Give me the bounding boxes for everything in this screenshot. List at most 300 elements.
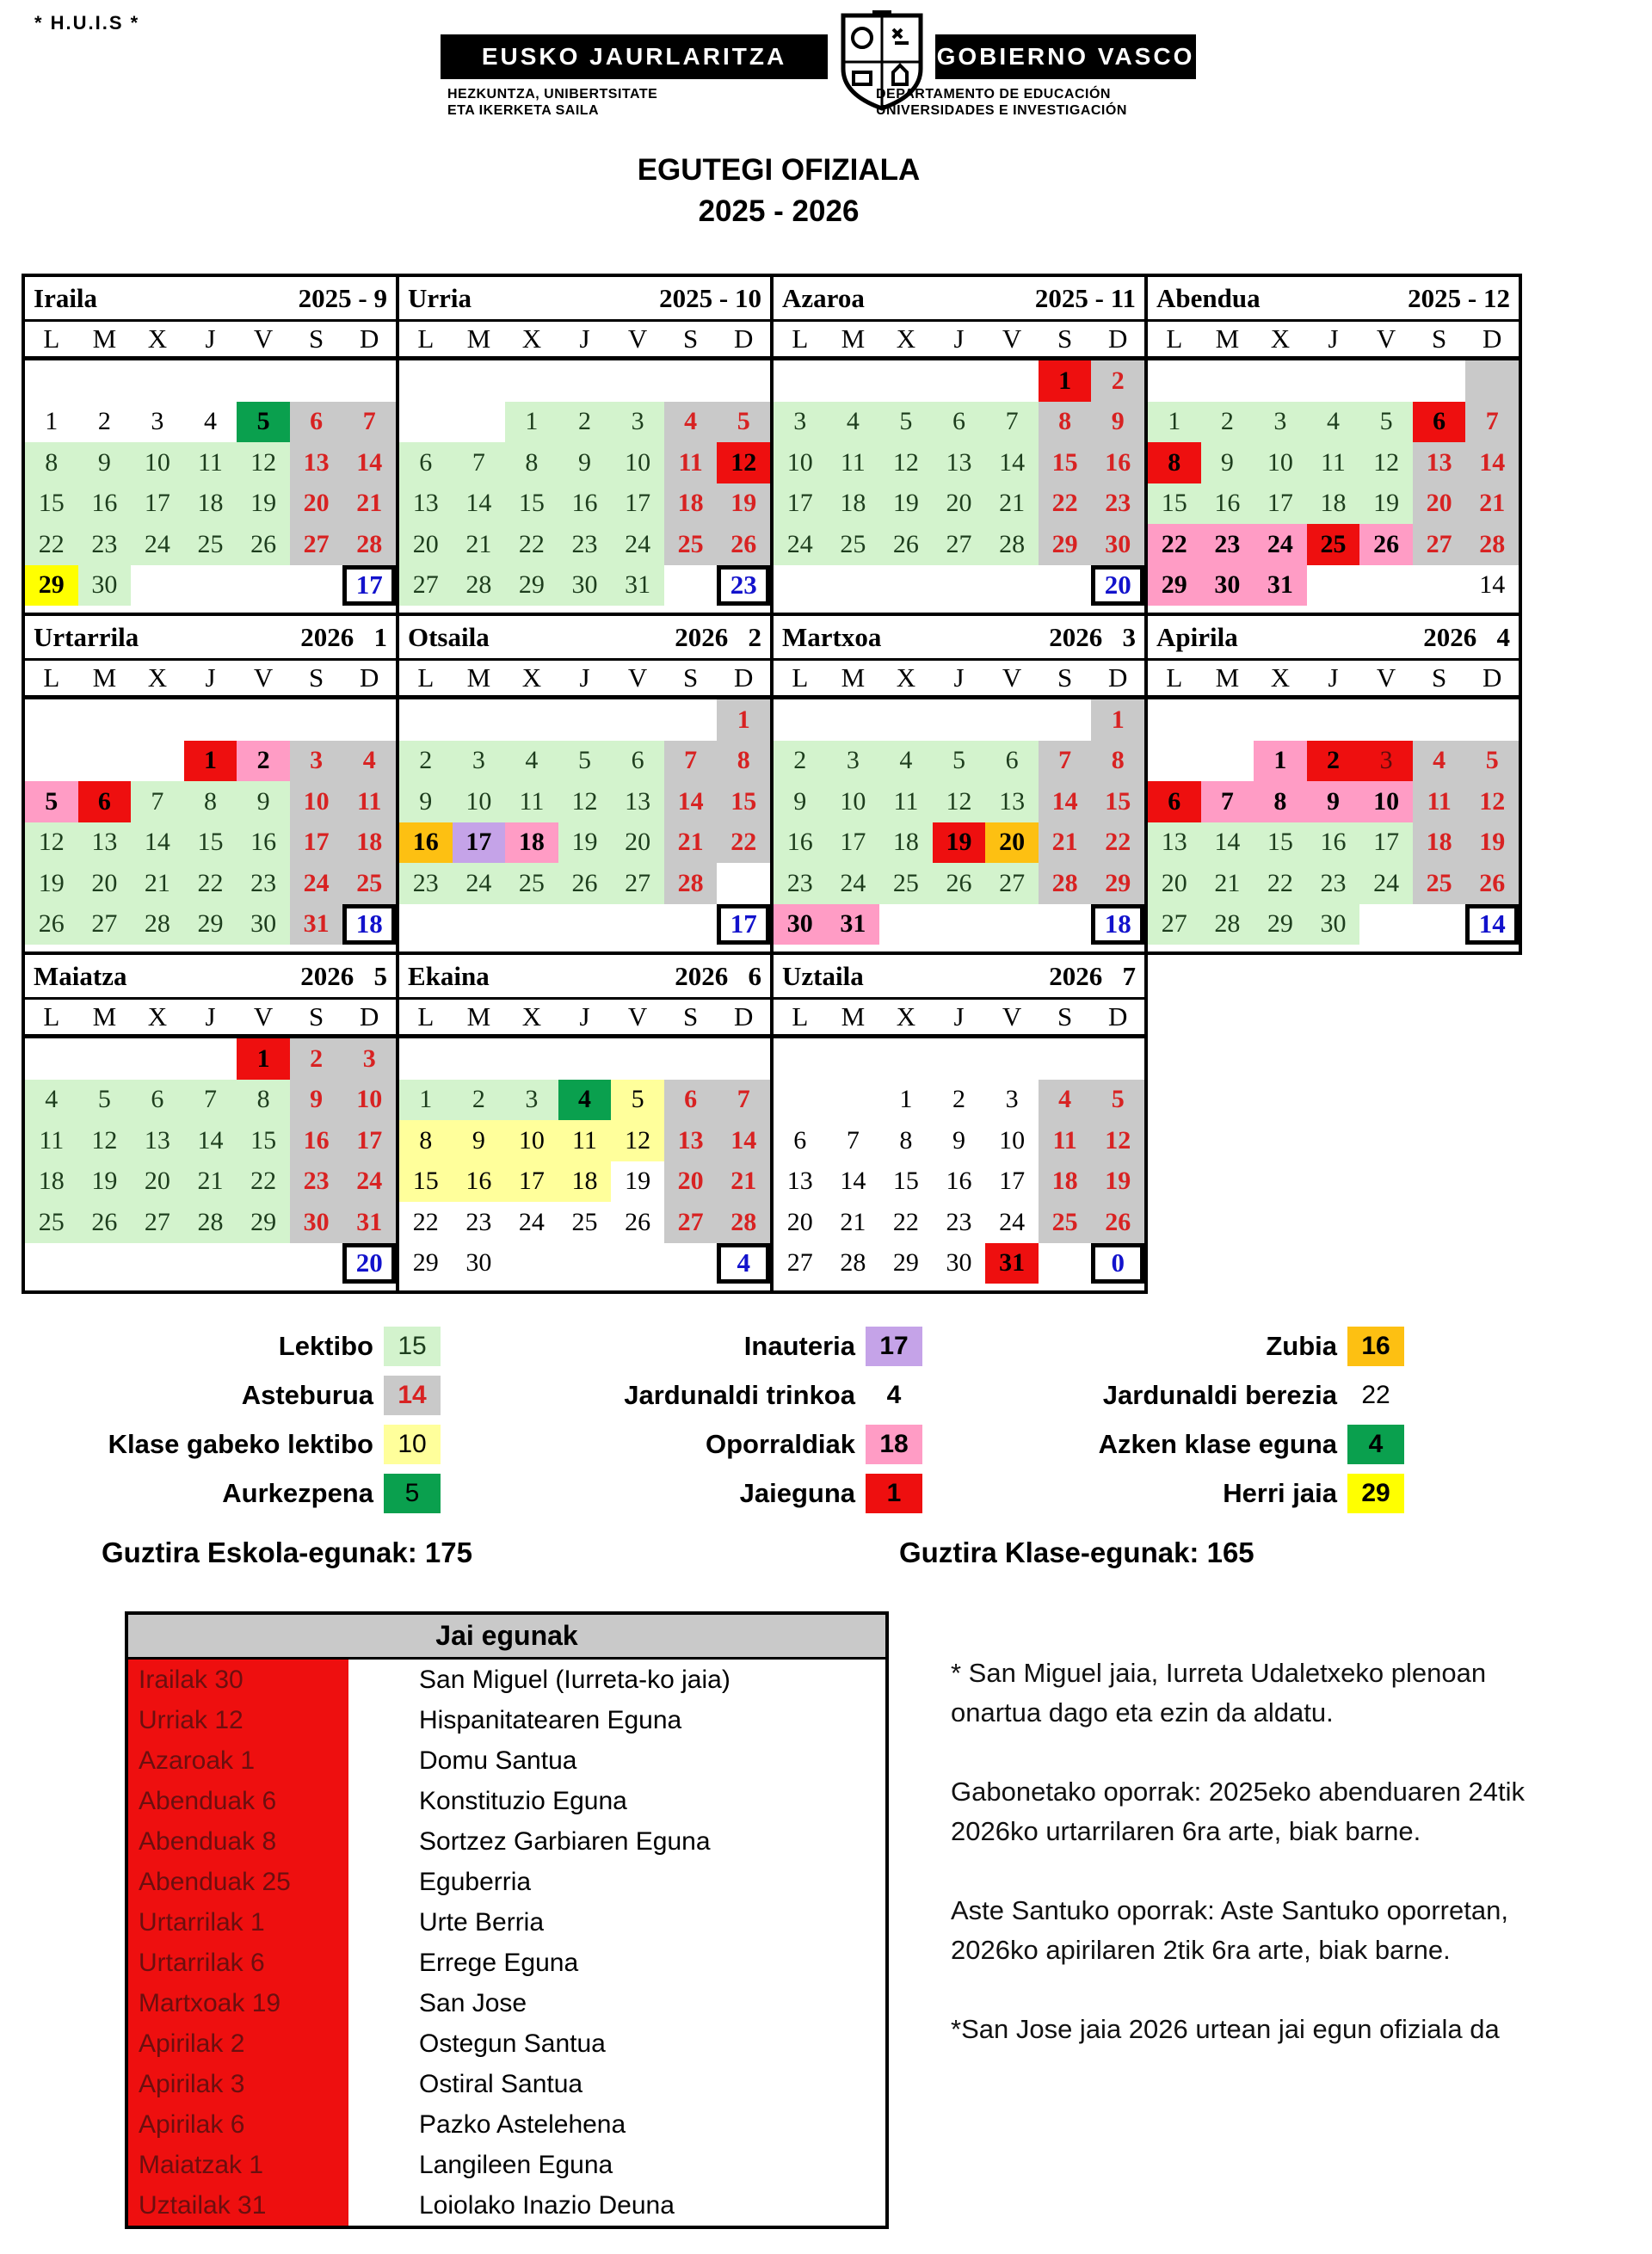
weekday-label: V bbox=[627, 662, 648, 693]
legend-label: Klase gabeko lektibo bbox=[108, 1429, 373, 1459]
day-cell: 17 bbox=[985, 1161, 1039, 1203]
blank-cell bbox=[717, 1038, 770, 1080]
day-cell: 11 bbox=[342, 781, 396, 822]
day-cell: 15 bbox=[237, 1120, 290, 1161]
blank-cell bbox=[933, 1038, 986, 1080]
blank-cell bbox=[290, 565, 343, 607]
day-cell: 18 bbox=[1307, 483, 1360, 525]
blank-cell bbox=[1465, 699, 1519, 741]
day-cell: 26 bbox=[25, 904, 78, 945]
blank-cell bbox=[131, 699, 184, 741]
day-cell: 11 bbox=[184, 442, 237, 483]
day-cell: 22 bbox=[184, 863, 237, 904]
legend-item bbox=[1099, 1376, 1404, 1415]
month-body bbox=[399, 360, 770, 606]
day-cell: 20 bbox=[774, 1202, 827, 1243]
blank-cell bbox=[717, 360, 770, 402]
day-cell: 23 bbox=[1091, 483, 1144, 525]
legend-column-2 bbox=[624, 1327, 922, 1513]
day-cell: 7 bbox=[1465, 402, 1519, 443]
blank-cell bbox=[664, 699, 718, 741]
blank-cell bbox=[1307, 565, 1360, 607]
blank-cell bbox=[78, 1243, 132, 1284]
weekday-label: D bbox=[1482, 323, 1502, 354]
day-cell: 23 bbox=[774, 863, 827, 904]
day-cell: 14 bbox=[985, 442, 1039, 483]
day-cell: 27 bbox=[985, 863, 1039, 904]
day-cell: 28 bbox=[985, 524, 1039, 565]
blank-cell bbox=[1148, 699, 1201, 741]
holiday-date: Abenduak 8 bbox=[128, 1821, 348, 1862]
day-cell: 22 bbox=[399, 1202, 453, 1243]
day-cell: 11 bbox=[558, 1120, 612, 1161]
weekday-label: X bbox=[896, 323, 916, 354]
day-cell: 3 bbox=[453, 741, 506, 782]
day-cell: 27 bbox=[399, 565, 453, 607]
weekday-label: S bbox=[683, 323, 699, 354]
day-cell: 21 bbox=[131, 863, 184, 904]
day-cell: 14 bbox=[717, 1120, 770, 1161]
day-cell: 23 bbox=[453, 1202, 506, 1243]
month-header bbox=[399, 616, 770, 661]
holiday-name: Langileen Eguna bbox=[419, 2150, 613, 2179]
legend-label: Herri jaia bbox=[1223, 1478, 1337, 1508]
holiday-name: San Jose bbox=[419, 1988, 527, 2017]
month-year: 2026 7 bbox=[1049, 960, 1136, 991]
day-cell: 15 bbox=[879, 1161, 933, 1203]
day-cell: 19 bbox=[25, 863, 78, 904]
day-cell: 23 bbox=[1307, 863, 1360, 904]
legend-swatch-wkd: 14 bbox=[384, 1376, 441, 1415]
blank-cell bbox=[933, 565, 986, 607]
holiday-row bbox=[128, 1781, 885, 1821]
day-cell: 28 bbox=[453, 565, 506, 607]
weekday-label: M bbox=[92, 662, 117, 693]
day-cell: 19 bbox=[1359, 483, 1413, 525]
day-cell: 5 bbox=[237, 402, 290, 443]
day-cell: 22 bbox=[505, 524, 558, 565]
blank-cell bbox=[1359, 904, 1413, 945]
day-cell: 22 bbox=[1039, 483, 1092, 525]
day-cell: 11 bbox=[664, 442, 718, 483]
day-cell: 20 bbox=[290, 483, 343, 525]
day-cell: 25 bbox=[827, 524, 880, 565]
day-cell: 1 bbox=[717, 699, 770, 741]
blank-cell bbox=[184, 1038, 237, 1080]
day-cell: 7 bbox=[453, 442, 506, 483]
day-cell: 21 bbox=[664, 822, 718, 864]
holiday-row bbox=[128, 1660, 885, 1700]
weekday-label: M bbox=[841, 1001, 866, 1032]
blank-cell bbox=[1039, 565, 1092, 607]
note-paragraph bbox=[951, 1654, 1652, 1733]
day-cell: 4 bbox=[558, 1080, 612, 1121]
legend-item bbox=[624, 1425, 922, 1464]
blank-cell bbox=[25, 360, 78, 402]
day-cell: 4 bbox=[25, 1080, 78, 1121]
blank-cell bbox=[611, 1243, 664, 1284]
blank-cell bbox=[1039, 699, 1092, 741]
weekday-label: S bbox=[1057, 1001, 1073, 1032]
blank-cell bbox=[827, 1038, 880, 1080]
day-cell: 2 bbox=[1307, 741, 1360, 782]
day-cell: 10 bbox=[131, 442, 184, 483]
weekday-label: J bbox=[205, 323, 216, 354]
day-cell: 10 bbox=[1254, 442, 1307, 483]
day-cell: 8 bbox=[25, 442, 78, 483]
holiday-name: Ostiral Santua bbox=[419, 2069, 583, 2098]
weekday-label: X bbox=[147, 662, 168, 693]
blank-cell bbox=[1413, 904, 1466, 945]
legend-swatch-lek: 15 bbox=[384, 1327, 441, 1366]
day-cell: 28 bbox=[131, 904, 184, 945]
day-count-cell: 20 bbox=[1091, 565, 1144, 607]
day-cell: 29 bbox=[184, 904, 237, 945]
blank-cell bbox=[505, 1038, 558, 1080]
legend-item bbox=[624, 1376, 922, 1415]
holiday-date: Urriak 12 bbox=[128, 1700, 348, 1740]
legend-label: Jardunaldi berezia bbox=[1102, 1380, 1337, 1410]
day-cell: 8 bbox=[1039, 402, 1092, 443]
day-cell: 11 bbox=[827, 442, 880, 483]
weekday-label: J bbox=[205, 1001, 216, 1032]
day-cell: 13 bbox=[774, 1161, 827, 1203]
weekday-label: V bbox=[253, 662, 274, 693]
day-cell: 16 bbox=[774, 822, 827, 864]
blank-cell bbox=[664, 1243, 718, 1284]
day-count-cell: 23 bbox=[717, 565, 770, 607]
month-abendua bbox=[1144, 274, 1522, 616]
day-cell: 17 bbox=[611, 483, 664, 525]
weekday-row bbox=[399, 1000, 770, 1038]
day-cell: 29 bbox=[1254, 904, 1307, 945]
blank-cell bbox=[453, 360, 506, 402]
day-cell: 6 bbox=[131, 1080, 184, 1121]
day-cell: 9 bbox=[558, 442, 612, 483]
day-cell: 19 bbox=[558, 822, 612, 864]
day-cell: 27 bbox=[611, 863, 664, 904]
month-body bbox=[399, 699, 770, 945]
weekday-label: V bbox=[1376, 323, 1396, 354]
day-cell: 10 bbox=[290, 781, 343, 822]
blank-cell bbox=[131, 565, 184, 607]
holiday-date: Abenduak 6 bbox=[128, 1781, 348, 1821]
day-cell: 22 bbox=[717, 822, 770, 864]
day-cell: 5 bbox=[933, 741, 986, 782]
holiday-row bbox=[128, 1902, 885, 1943]
day-cell: 16 bbox=[237, 822, 290, 864]
day-cell: 31 bbox=[827, 904, 880, 945]
day-cell: 6 bbox=[399, 442, 453, 483]
day-cell: 15 bbox=[505, 483, 558, 525]
day-cell: 11 bbox=[505, 781, 558, 822]
day-cell: 8 bbox=[1091, 741, 1144, 782]
day-cell: 10 bbox=[505, 1120, 558, 1161]
month-body bbox=[1148, 360, 1519, 606]
department-name-basque bbox=[447, 86, 657, 119]
month-ekaina bbox=[396, 951, 774, 1294]
day-cell: 16 bbox=[933, 1161, 986, 1203]
blank-cell bbox=[399, 1038, 453, 1080]
legend-label: Zubia bbox=[1266, 1331, 1337, 1361]
day-cell: 1 bbox=[1148, 402, 1201, 443]
day-cell: 31 bbox=[342, 1202, 396, 1243]
day-cell: 3 bbox=[290, 741, 343, 782]
blank-cell bbox=[985, 360, 1039, 402]
day-cell: 3 bbox=[131, 402, 184, 443]
day-cell: 21 bbox=[1201, 863, 1254, 904]
blank-cell bbox=[131, 360, 184, 402]
day-cell: 6 bbox=[933, 402, 986, 443]
day-cell: 16 bbox=[399, 822, 453, 864]
day-cell: 28 bbox=[1039, 863, 1092, 904]
month-urtarrila bbox=[22, 613, 399, 955]
month-year: 2026 1 bbox=[300, 621, 387, 652]
note-line: onartua dago eta ezin da aldatu. bbox=[951, 1697, 1334, 1727]
holiday-date: Irailak 30 bbox=[128, 1660, 348, 1700]
month-year: 2026 4 bbox=[1423, 621, 1510, 652]
day-cell: 8 bbox=[1254, 781, 1307, 822]
day-cell: 17 bbox=[505, 1161, 558, 1203]
holiday-date: Apirilak 6 bbox=[128, 2104, 348, 2145]
blank-cell bbox=[827, 699, 880, 741]
holiday-date: Uztailak 31 bbox=[128, 2185, 348, 2226]
weekday-label: V bbox=[253, 323, 274, 354]
weekday-label: S bbox=[309, 323, 324, 354]
day-cell: 20 bbox=[933, 483, 986, 525]
day-cell: 7 bbox=[717, 1080, 770, 1121]
blank-cell bbox=[933, 699, 986, 741]
weekday-label: X bbox=[521, 662, 542, 693]
day-cell: 24 bbox=[774, 524, 827, 565]
month-body bbox=[774, 1038, 1144, 1284]
day-cell: 10 bbox=[611, 442, 664, 483]
month-body bbox=[399, 1038, 770, 1284]
weekday-label: M bbox=[841, 662, 866, 693]
day-cell: 23 bbox=[78, 524, 132, 565]
day-cell: 5 bbox=[78, 1080, 132, 1121]
day-count-cell: 4 bbox=[717, 1243, 770, 1284]
note-line: 2026ko urtarrilaren 6ra arte, biak barne. bbox=[951, 1816, 1421, 1846]
holiday-date: Apirilak 2 bbox=[128, 2023, 348, 2064]
day-cell: 9 bbox=[237, 781, 290, 822]
weekday-label: S bbox=[1057, 662, 1073, 693]
day-cell: 24 bbox=[290, 863, 343, 904]
holiday-row bbox=[128, 1943, 885, 1983]
legend-label: Azken klase eguna bbox=[1098, 1429, 1337, 1459]
blank-cell bbox=[453, 699, 506, 741]
month-name: Iraila bbox=[34, 282, 98, 313]
legend-item bbox=[1099, 1327, 1404, 1366]
day-cell: 3 bbox=[342, 1038, 396, 1080]
legend-label: Aurkezpena bbox=[222, 1478, 373, 1508]
blank-cell bbox=[933, 360, 986, 402]
day-cell: 23 bbox=[290, 1161, 343, 1203]
weekday-label: D bbox=[734, 323, 754, 354]
holiday-name: Eguberria bbox=[419, 1867, 532, 1896]
legend-item bbox=[1099, 1474, 1404, 1513]
blank-cell bbox=[558, 1038, 612, 1080]
day-cell: 26 bbox=[933, 863, 986, 904]
month-name: Apirila bbox=[1156, 621, 1238, 652]
legend-label: Jardunaldi trinkoa bbox=[624, 1380, 855, 1410]
holiday-name: San Miguel (Iurreta-ko jaia) bbox=[419, 1665, 730, 1694]
holiday-name: Domu Santua bbox=[419, 1746, 577, 1775]
weekday-label: S bbox=[683, 1001, 699, 1032]
day-cell: 27 bbox=[933, 524, 986, 565]
day-cell: 16 bbox=[1307, 822, 1360, 864]
month-name: Uztaila bbox=[782, 960, 864, 991]
day-cell: 15 bbox=[1039, 442, 1092, 483]
day-cell: 8 bbox=[399, 1120, 453, 1161]
blank-cell bbox=[505, 699, 558, 741]
month-otsaila bbox=[396, 613, 774, 955]
holiday-row bbox=[128, 2023, 885, 2064]
legend-label: Jaieguna bbox=[739, 1478, 855, 1508]
day-cell: 4 bbox=[879, 741, 933, 782]
blank-cell bbox=[1307, 360, 1360, 402]
holiday-name: Sortzez Garbiaren Eguna bbox=[419, 1826, 711, 1856]
legend-label: Lektibo bbox=[278, 1331, 373, 1361]
legend-item bbox=[108, 1327, 441, 1366]
blank-cell bbox=[399, 904, 453, 945]
note-line: Gabonetako oporrak: 2025eko abenduaren 24tik bbox=[951, 1777, 1525, 1807]
day-cell: 30 bbox=[78, 565, 132, 607]
holiday-name: Hispanitatearen Eguna bbox=[419, 1705, 682, 1734]
day-cell: 12 bbox=[1091, 1120, 1144, 1161]
holiday-name: Errege Eguna bbox=[419, 1948, 579, 1977]
month-name: Urria bbox=[408, 282, 472, 313]
day-cell: 23 bbox=[237, 863, 290, 904]
day-cell: 1 bbox=[237, 1038, 290, 1080]
dept-right-line2: UNIVERSIDADES E INVESTIGACIÓN bbox=[876, 103, 1127, 118]
holidays-table bbox=[125, 1611, 889, 2229]
weekday-label: D bbox=[360, 1001, 379, 1032]
holiday-name: Ostegun Santua bbox=[419, 2029, 606, 2058]
day-cell: 15 bbox=[1148, 483, 1201, 525]
day-cell: 29 bbox=[399, 1243, 453, 1284]
total-class-days: Guztira Klase-egunak: 165 bbox=[899, 1537, 1254, 1568]
day-cell: 20 bbox=[131, 1161, 184, 1203]
day-cell: 13 bbox=[985, 781, 1039, 822]
blank-cell bbox=[879, 904, 933, 945]
blank-cell bbox=[879, 1038, 933, 1080]
weekday-label: S bbox=[1432, 662, 1447, 693]
day-cell: 30 bbox=[774, 904, 827, 945]
day-cell: 14 bbox=[131, 822, 184, 864]
weekday-label: X bbox=[147, 1001, 168, 1032]
blank-cell bbox=[505, 360, 558, 402]
day-cell: 26 bbox=[717, 524, 770, 565]
month-year: 2026 3 bbox=[1049, 621, 1136, 652]
holiday-row bbox=[128, 1983, 885, 2023]
day-cell: 16 bbox=[78, 483, 132, 525]
day-cell: 25 bbox=[664, 524, 718, 565]
legend-item bbox=[624, 1474, 922, 1513]
blank-cell bbox=[827, 1080, 880, 1121]
blank-cell bbox=[1091, 1038, 1144, 1080]
day-cell: 18 bbox=[879, 822, 933, 864]
weekday-label: L bbox=[417, 662, 435, 693]
day-cell: 18 bbox=[25, 1161, 78, 1203]
day-cell: 1 bbox=[879, 1080, 933, 1121]
day-cell: 11 bbox=[1413, 781, 1466, 822]
day-cell: 5 bbox=[611, 1080, 664, 1121]
weekday-label: D bbox=[360, 323, 379, 354]
day-cell: 2 bbox=[453, 1080, 506, 1121]
day-cell: 27 bbox=[131, 1202, 184, 1243]
day-cell: 14 bbox=[342, 442, 396, 483]
month-apirila bbox=[1144, 613, 1522, 955]
month-header bbox=[774, 616, 1144, 661]
day-cell: 2 bbox=[558, 402, 612, 443]
weekday-label: J bbox=[205, 662, 216, 693]
day-cell: 2 bbox=[774, 741, 827, 782]
blank-cell bbox=[25, 741, 78, 782]
weekday-label: D bbox=[360, 662, 379, 693]
day-cell: 27 bbox=[1148, 904, 1201, 945]
month-name: Abendua bbox=[1156, 282, 1261, 313]
blank-cell bbox=[78, 741, 132, 782]
weekday-label: X bbox=[521, 323, 542, 354]
day-cell: 3 bbox=[611, 402, 664, 443]
blank-cell bbox=[985, 904, 1039, 945]
day-cell: 7 bbox=[1039, 741, 1092, 782]
day-cell: 29 bbox=[237, 1202, 290, 1243]
weekday-label: J bbox=[579, 1001, 590, 1032]
note-paragraph bbox=[951, 1772, 1652, 1851]
blank-cell bbox=[237, 565, 290, 607]
logo-text-spanish: GOBIERNO VASCO bbox=[935, 34, 1196, 79]
day-cell: 26 bbox=[611, 1202, 664, 1243]
day-cell: 17 bbox=[774, 483, 827, 525]
day-cell: 28 bbox=[664, 863, 718, 904]
weekday-label: V bbox=[1002, 1001, 1022, 1032]
weekday-label: X bbox=[1270, 662, 1291, 693]
day-cell: 13 bbox=[290, 442, 343, 483]
legend-label: Oporraldiak bbox=[706, 1429, 855, 1459]
day-cell: 9 bbox=[78, 442, 132, 483]
blank-cell bbox=[290, 1243, 343, 1284]
day-cell: 15 bbox=[1254, 822, 1307, 864]
page-title-line1: EGUTEGI OFIZIALA bbox=[637, 153, 921, 187]
weekday-label: J bbox=[1328, 323, 1339, 354]
holiday-row bbox=[128, 1740, 885, 1781]
day-cell: 5 bbox=[717, 402, 770, 443]
blank-cell bbox=[290, 360, 343, 402]
weekday-label: S bbox=[309, 662, 324, 693]
blank-cell bbox=[184, 699, 237, 741]
day-cell: 20 bbox=[1148, 863, 1201, 904]
day-cell: 2 bbox=[1091, 360, 1144, 402]
day-cell: 22 bbox=[237, 1161, 290, 1203]
day-cell: 20 bbox=[399, 524, 453, 565]
day-cell: 29 bbox=[1039, 524, 1092, 565]
weekday-label: J bbox=[1328, 662, 1339, 693]
blank-cell bbox=[664, 904, 718, 945]
day-cell: 14 bbox=[1039, 781, 1092, 822]
blank-cell bbox=[342, 360, 396, 402]
holiday-name: Loiolako Inazio Deuna bbox=[419, 2190, 675, 2220]
day-cell: 12 bbox=[1465, 781, 1519, 822]
day-cell: 22 bbox=[879, 1202, 933, 1243]
blank-cell bbox=[985, 1038, 1039, 1080]
holiday-name: Urte Berria bbox=[419, 1907, 545, 1937]
blank-cell bbox=[1413, 699, 1466, 741]
month-body bbox=[774, 699, 1144, 945]
day-cell: 9 bbox=[1201, 442, 1254, 483]
holiday-row bbox=[128, 2185, 885, 2226]
